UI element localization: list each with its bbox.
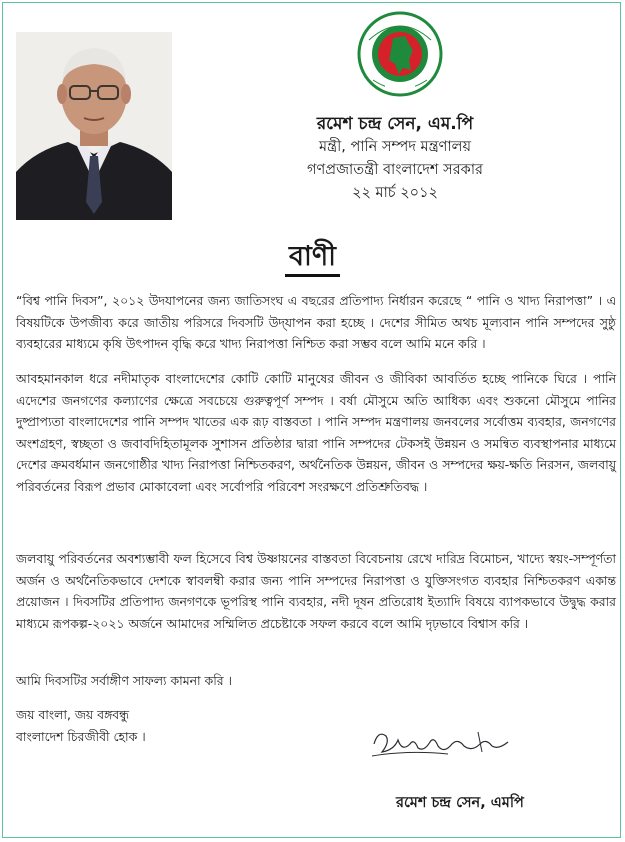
minister-designation: মন্ত্রী, পানি সম্পদ মন্ত্রণালয় — [319, 139, 471, 155]
paragraph-4: আমি দিবসটির সর্বাঙ্গীণ সাফল্য কামনা করি । — [16, 673, 232, 688]
salutation-line-2: বাংলাদেশ চিরজীবী হোক । — [16, 729, 146, 744]
minister-name: রমেশ চন্দ্র সেন, এম.পি — [316, 114, 474, 134]
government-emblem — [357, 10, 443, 98]
minister-portrait — [16, 32, 172, 220]
government-name: গণপ্রজাতন্ত্রী বাংলাদেশ সরকার — [306, 162, 483, 178]
message-title-text: বাণী — [285, 241, 340, 277]
signer-name: রমেশ চন্দ্র সেন, এমপি — [396, 795, 524, 811]
message-date: ২২ মার্চ ২০১২ — [352, 185, 438, 201]
paragraph-1: “বিশ্ব পানি দিবস”, ২০১২ উদযাপনের জন্য জাতিসংঘ এ বছরের প্রতিপাদ্য নির্ধারন করেছে “ পানি ও খাদ্য নিরাপত্তা” । এ বিষয়টিকে উপজীব্য করে জাতীয় পরিসরে দিবসটি উদ্‌যাপন করা হচ্ছে । দেশের সীমিত অথচ মূল্যবান পানি সম্পদের সুষ্ঠু ব্যবহারের মাধ্যমে কৃষি উৎপাদন বৃদ্ধি করে খাদ্য নিরাপত্তা নিশ্চিত করা সম্ভব বলে আমি মনে করি । — [16, 293, 616, 351]
minister-header — [270, 112, 520, 205]
handwritten-signature — [368, 722, 518, 770]
salutation-line-1: জয় বাংলা, জয় বঙ্গবন্ধু — [16, 707, 129, 722]
paragraph-3: জলবায়ু পরিবর্তনের অবশ্যম্ভাবী ফল হিসেবে বিশ্ব উষ্ণায়নের বাস্তবতা বিবেচনায় রেখে দারিদ্র বিমোচন, খাদ্যে স্বয়ং-সম্পূর্ণতা অর্জন ও অর্থনৈতিকভাবে দেশকে স্বাবলম্বী করার জন্য পানি সম্পদের নিরাপত্তা ও যুক্তিসংগত ব্যবহার নিশ্চিতকরণ একান্ত প্রয়োজন । দিবসটির প্রতিপাদ্য জনগণকে ভূপরিস্থ পানি ব্যবহার, নদী দূষন প্রতিরোধ ইত্যাদি বিষয়ে ব্যাপকভাবে উদ্বুদ্ধ করার মাধ্যমে রূপকল্প-২০২১ অর্জনে আমাদের সম্মিলিত প্রচেষ্টাকে সফল করবে বলে আমি দৃঢ়ভাবে বিশ্বাস করি । — [16, 551, 616, 631]
paragraph-2: আবহমানকাল ধরে নদীমাতৃক বাংলাদেশের কোটি কোটি মানুষের জীবন ও জীবিকা আবর্তিত হচ্ছে পানিকে ঘিরে । পানি এদেশের জনগণের কল্যাণের ক্ষেত্রে সবচেয়ে গুরুত্বপূর্ণ সম্পদ । বর্ষা মৌসুমে অতি আধিক্য এবং শুকনো মৌসুমে পানির দুষ্প্রাপ্যতা বাংলাদেশের পানি সম্পদ খাতের এক রূঢ় বাস্তবতা । পানি সম্পদ মন্ত্রণালয় জনবলের সর্বোত্তম ব্যবহার, জনগণের অংশগ্রহণ, স্বচ্ছতা ও জবাবদিহিতামূলক সুশাসন প্রতিষ্ঠার দ্বারা পানি সম্পদের টেকসই উন্নয়ন ও সমন্বিত ব্যবস্থাপনার মাধ্যমে দেশের ক্রমবর্ধমান জনগোষ্ঠীর খাদ্য নিরাপত্তা নিশ্চিতকরণ, অর্থনৈতিক উন্নয়ন, জীবন ও সম্পদের ক্ষয়-ক্ষতি নিরসন, জলবায়ু পরিবর্তনের বিরূপ প্রভাব মোকাবেলা এবং সর্বোপরি পরিবেশ সংরক্ষণে প্রতিশ্রুতিবদ্ধ । — [16, 371, 616, 494]
message-title — [0, 236, 625, 281]
